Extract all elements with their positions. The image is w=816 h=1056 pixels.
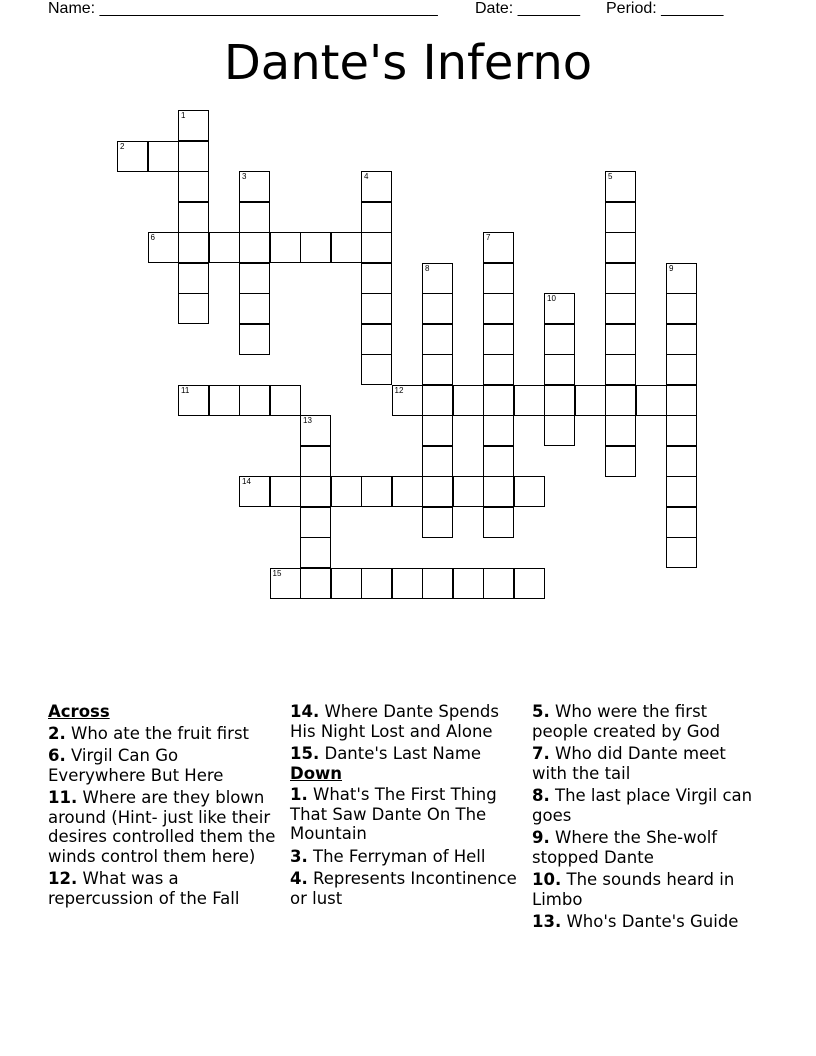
grid-cell[interactable]: [483, 354, 514, 385]
clue-across-6: 6. Virgil Can Go Everywhere But Here: [48, 746, 224, 785]
grid-cell[interactable]: [331, 568, 362, 599]
grid-cell[interactable]: [300, 415, 331, 446]
grid-cell[interactable]: [361, 232, 392, 263]
grid-cell[interactable]: [300, 446, 331, 477]
grid-cell[interactable]: [300, 507, 331, 538]
grid-cell[interactable]: [605, 202, 636, 233]
cell-number: 4: [364, 172, 369, 181]
cell-number: 11: [181, 385, 190, 395]
cell-number: 5: [608, 172, 613, 181]
name-field-label[interactable]: Name: ______________________________________: [48, 0, 438, 17]
clue-down-9: 9. Where the She-wolf stopped Dante: [532, 828, 718, 867]
grid-cell[interactable]: [514, 568, 545, 599]
clue-down-8: 8. The last place Virgil can goes: [532, 786, 753, 825]
grid-cell[interactable]: [178, 171, 209, 202]
grid-cell[interactable]: [483, 476, 514, 507]
grid-cell[interactable]: [483, 293, 514, 324]
grid-cell[interactable]: [392, 476, 423, 507]
puzzle-title: Dante's Inferno: [223, 35, 593, 91]
grid-cell[interactable]: [666, 446, 697, 477]
grid-cell[interactable]: [544, 324, 575, 355]
clue-down-7: 7. Who did Dante meet with the tail: [532, 744, 726, 783]
grid-cell[interactable]: [300, 232, 331, 263]
grid-cell[interactable]: [361, 354, 392, 385]
grid-cell[interactable]: [575, 385, 606, 416]
cell-number: 12: [394, 385, 404, 395]
clue-down-4: 4. Represents Incontinence or lust: [290, 869, 517, 908]
grid-cell[interactable]: [300, 476, 331, 507]
grid-cell[interactable]: [453, 476, 484, 507]
grid-cell[interactable]: [605, 415, 636, 446]
grid-cell[interactable]: [331, 476, 362, 507]
grid-cell[interactable]: [239, 293, 270, 324]
grid-cell[interactable]: [117, 141, 148, 172]
grid-cell[interactable]: [361, 568, 392, 599]
grid-cell[interactable]: [239, 324, 270, 355]
grid-cell[interactable]: [178, 141, 209, 172]
grid-cell[interactable]: [666, 293, 697, 324]
grid-cell[interactable]: [422, 293, 453, 324]
grid-cell[interactable]: [483, 415, 514, 446]
cell-number: 8: [425, 263, 430, 273]
grid-cell[interactable]: [605, 354, 636, 385]
cell-number: 14: [242, 477, 251, 486]
grid-cell[interactable]: [544, 293, 575, 324]
grid-cell[interactable]: [666, 507, 697, 538]
clue-across-2: 2. Who ate the fruit first: [48, 723, 250, 743]
cell-number: 10: [547, 294, 556, 303]
grid-cell[interactable]: [300, 537, 331, 568]
grid-cell[interactable]: [422, 263, 453, 294]
grid-cell[interactable]: [361, 202, 392, 233]
grid-cell[interactable]: [422, 354, 453, 385]
grid-cell[interactable]: [422, 507, 453, 538]
grid-cell[interactable]: [605, 293, 636, 324]
grid-cell[interactable]: [483, 263, 514, 294]
down-heading: Down: [290, 763, 343, 783]
grid-cell[interactable]: [178, 110, 209, 141]
grid-cell[interactable]: [361, 293, 392, 324]
grid-cell[interactable]: [239, 232, 270, 263]
clue-across-14: 14. Where Dante Spends His Night Lost and Alone: [290, 702, 499, 741]
grid-cell[interactable]: [178, 232, 209, 263]
grid-cell[interactable]: [453, 385, 484, 416]
period-field-label[interactable]: Period: _______: [606, 0, 724, 17]
grid-cell[interactable]: [361, 263, 392, 294]
clues-column-3: [532, 702, 764, 932]
grid-cell[interactable]: [209, 232, 240, 263]
clue-across-12: 12. What was a repercussion of the Fall: [48, 869, 240, 908]
cell-number: 7: [486, 233, 491, 242]
grid-cell[interactable]: [422, 476, 453, 507]
grid-cell[interactable]: [666, 537, 697, 568]
grid-cell[interactable]: [300, 568, 331, 599]
grid-cell[interactable]: [178, 263, 209, 294]
grid-cell[interactable]: [239, 385, 270, 416]
clue-down-5: 5. Who were the first people created by God: [532, 702, 721, 741]
cell-number: 2: [120, 141, 125, 151]
grid-cell[interactable]: [361, 476, 392, 507]
grid-cell[interactable]: [178, 385, 209, 416]
clue-down-13: 13. Who's Dante's Guide: [532, 912, 739, 931]
grid-cell[interactable]: [483, 446, 514, 477]
grid-cell[interactable]: [270, 476, 301, 507]
cell-number: 3: [242, 172, 247, 181]
grid-cell[interactable]: [239, 202, 270, 233]
grid-cell[interactable]: [666, 354, 697, 385]
cell-number: 6: [150, 233, 155, 242]
grid-cell[interactable]: [239, 263, 270, 294]
grid-cell[interactable]: [483, 385, 514, 416]
cell-number: 15: [272, 568, 282, 578]
grid-cell[interactable]: [209, 385, 240, 416]
grid-cell[interactable]: [483, 568, 514, 599]
grid-cell[interactable]: [483, 232, 514, 263]
grid-cell[interactable]: [331, 232, 362, 263]
clue-down-10: 10. The sounds heard in Limbo: [532, 870, 735, 909]
cell-number: 13: [303, 416, 312, 425]
clue-down-3: 3. The Ferryman of Hell: [290, 846, 486, 866]
clues-column-2: [290, 702, 522, 908]
grid-cell[interactable]: [544, 354, 575, 385]
grid-cell[interactable]: [270, 385, 301, 416]
grid-cell[interactable]: [361, 324, 392, 355]
grid-cell[interactable]: [544, 385, 575, 416]
grid-cell[interactable]: [422, 385, 453, 416]
grid-cell[interactable]: [392, 385, 423, 416]
grid-cell[interactable]: [605, 446, 636, 477]
date-field-label[interactable]: Date: _______: [475, 0, 580, 17]
grid-cell[interactable]: [605, 171, 636, 202]
grid-cell[interactable]: [605, 232, 636, 263]
grid-cell[interactable]: [270, 232, 301, 263]
grid-cell[interactable]: [422, 446, 453, 477]
grid-cell[interactable]: [605, 263, 636, 294]
grid-cell[interactable]: [605, 385, 636, 416]
grid-cell[interactable]: [361, 171, 392, 202]
grid-cell[interactable]: [666, 476, 697, 507]
clues-column-1: [48, 702, 280, 908]
clue-down-1: 1. What's The First Thing That Saw Dante On The Mountain: [290, 785, 497, 843]
cell-number: 1: [181, 111, 186, 120]
grid-cell[interactable]: [483, 324, 514, 355]
grid-cell[interactable]: [666, 385, 697, 416]
grid-cell[interactable]: [422, 415, 453, 446]
clue-across-15: 15. Dante's Last Name: [290, 744, 482, 763]
cell-number: 9: [669, 263, 674, 273]
grid-cell[interactable]: [148, 141, 179, 172]
grid-cell[interactable]: [483, 507, 514, 538]
grid-cell[interactable]: [514, 476, 545, 507]
grid-cell[interactable]: [239, 171, 270, 202]
clue-across-11: 11. Where are they blown around (Hint- just like their desires controlled them the winds control them here): [48, 788, 276, 866]
grid-cell[interactable]: [636, 385, 667, 416]
grid-cell[interactable]: [178, 293, 209, 324]
grid-cell[interactable]: [544, 415, 575, 446]
grid-cell[interactable]: [148, 232, 179, 263]
grid-cell[interactable]: [178, 202, 209, 233]
grid-cell[interactable]: [422, 324, 453, 355]
grid-cell[interactable]: [453, 568, 484, 599]
grid-cell[interactable]: [666, 263, 697, 294]
grid-cell[interactable]: [666, 415, 697, 446]
grid-cell[interactable]: [605, 324, 636, 355]
grid-cell[interactable]: [514, 385, 545, 416]
grid-cell[interactable]: [270, 568, 301, 599]
grid-cell[interactable]: [666, 324, 697, 355]
grid-cell[interactable]: [422, 568, 453, 599]
across-heading: Across: [48, 702, 110, 721]
grid-cell[interactable]: [239, 476, 270, 507]
grid-cell[interactable]: [392, 568, 423, 599]
